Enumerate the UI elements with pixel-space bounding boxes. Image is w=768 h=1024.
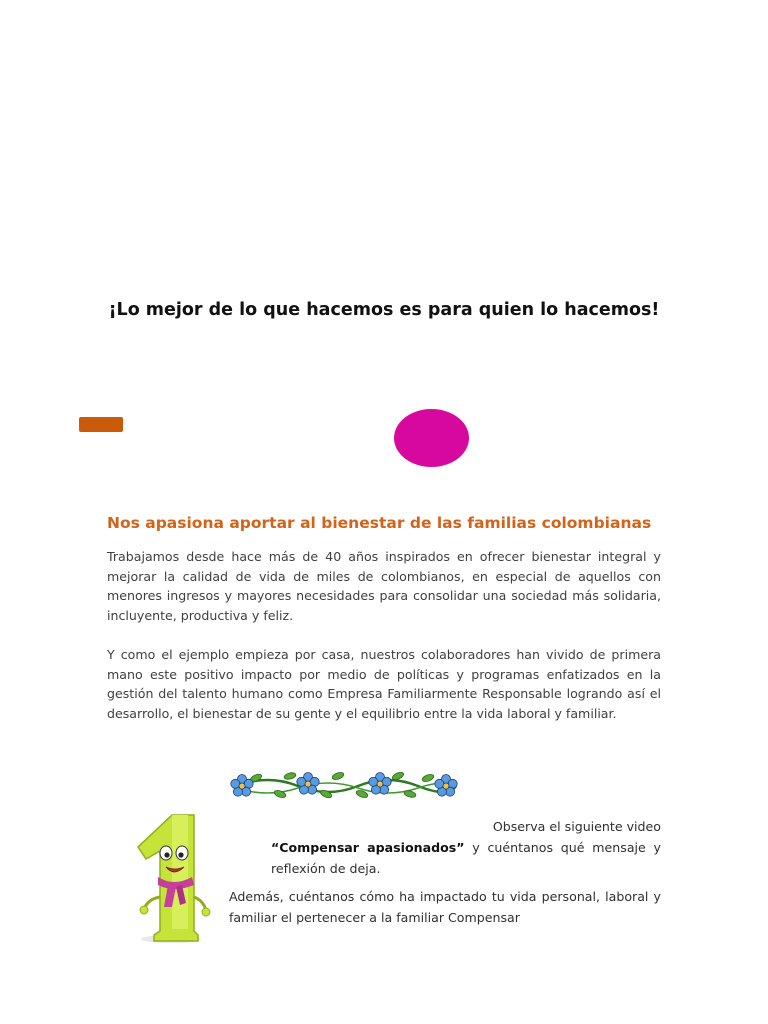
extra-question: Además, cuéntanos cómo ha impactado tu vida personal, laboral y familiar el pertenecer a la familiar Compensar — [229, 889, 661, 925]
section-title: Nos apasiona aportar al bienestar de las familias colombianas — [107, 514, 652, 532]
paragraph-collaborators: Y como el ejemplo empieza por casa, nuestros colaboradores han vivido de primera mano este positivo impacto por medio de políticas y programas enfatizados en la gestión del talento humano como Empresa Familiarmente Responsable logrando así el desarrollo, el bienestar de su gente y el equilibrio entre la vida laboral y familiar. — [107, 647, 661, 721]
page-heading: ¡Lo mejor de lo que hacemos es para quien lo hacemos! — [108, 300, 660, 320]
flower-border-icon — [228, 764, 462, 806]
video-instruction — [271, 816, 661, 879]
video-description — [271, 837, 661, 879]
number-one-character-icon — [128, 811, 214, 945]
video-rest: y cuéntanos qué mensaje y reflexión de deja. — [271, 840, 661, 876]
magenta-ellipse-shape — [394, 409, 469, 467]
video-intro: Observa el siguiente video — [492, 819, 661, 834]
video-title: “Compensar apasionados” — [271, 840, 465, 855]
orange-rectangle-shape — [79, 417, 123, 432]
paragraph-intro: Trabajamos desde hace más de 40 años inspirados en ofrecer bienestar integral y mejorar la calidad de vida de miles de colombianos, en especial de aquellos con menores ingresos y mayores necesidades para consolidar una sociedad más solidaria, incluyente, productiva y feliz. — [107, 549, 661, 623]
